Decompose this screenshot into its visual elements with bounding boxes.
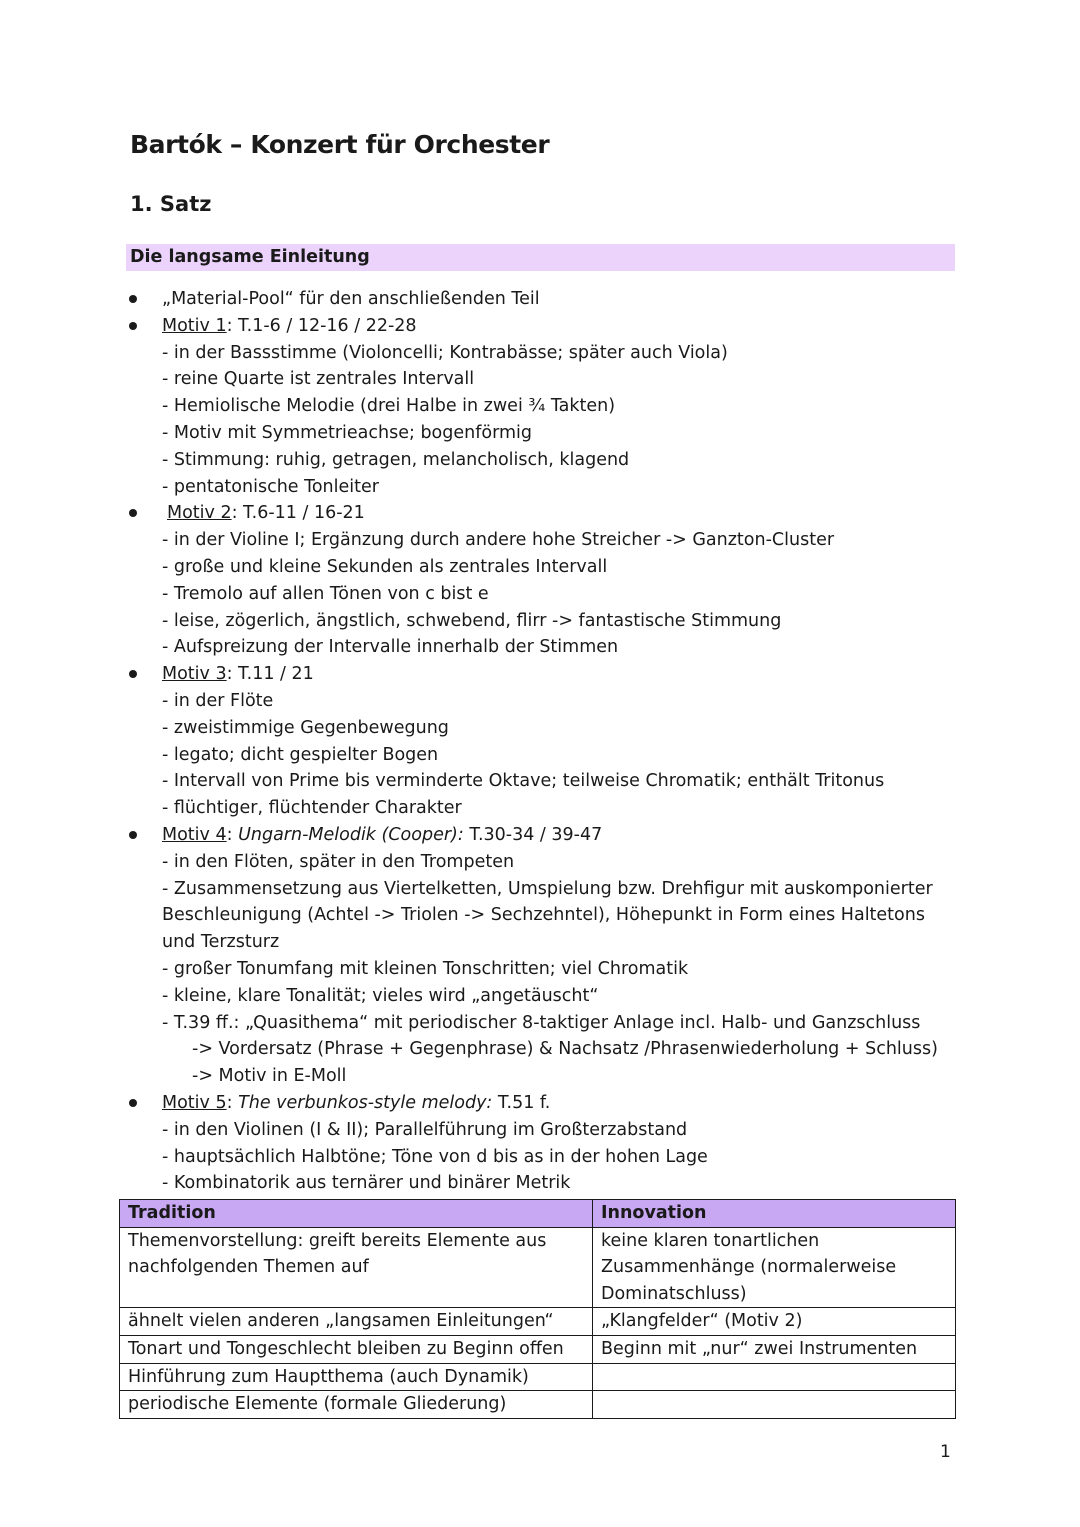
sub-item: - Kombinatorik aus ternärer und binärer Metrik — [162, 1173, 571, 1194]
motif-bars: : T.6-11 / 16-21 — [231, 503, 365, 524]
list-item — [0, 661, 1080, 688]
table-row — [120, 1335, 956, 1363]
table-row — [120, 1363, 956, 1391]
table-cell: „Klangfelder“ (Motiv 2) — [593, 1308, 956, 1336]
sub-item: - zweistimmige Gegenbewegung — [162, 717, 449, 738]
sub-item: - großer Tonumfang mit kleinen Tonschritten; viel Chromatik — [162, 958, 689, 979]
list-item — [0, 500, 1080, 527]
table-cell: Themenvorstellung: greift bereits Elemente aus nachfolgenden Themen auf — [120, 1227, 593, 1308]
list-item — [0, 286, 1080, 313]
bullet-icon — [129, 509, 137, 517]
sub-item: - leise, zögerlich, ängstlich, schwebend, flirr -> fantastische Stimmung — [162, 610, 782, 631]
sub-item: - hauptsächlich Halbtöne; Töne von d bis as in der hohen Lage — [162, 1146, 708, 1167]
sub-item: und Terzsturz — [162, 932, 280, 953]
notes-list — [0, 286, 1080, 1197]
table-cell: ähnelt vielen anderen „langsamen Einleitungen“ — [120, 1308, 593, 1336]
table-cell: Beginn mit „nur“ zwei Instrumenten — [593, 1335, 956, 1363]
sub-item: - in der Bassstimme (Violoncelli; Kontrabässe; später auch Viola) — [162, 342, 728, 363]
sub-item: - in den Violinen (I & II); Parallelführung im Großterzabstand — [162, 1119, 688, 1140]
table-cell: Tonart und Tongeschlecht bleiben zu Beginn offen — [120, 1335, 593, 1363]
sub-item: Beschleunigung (Achtel -> Triolen -> Sechzehntel), Höhepunkt in Form eines Haltetons — [162, 905, 925, 926]
list-item — [0, 1090, 1080, 1117]
table-header-innovation: Innovation — [593, 1200, 956, 1228]
table-cell — [593, 1391, 956, 1419]
sub-item: - in den Flöten, später in den Trompeten — [162, 851, 515, 872]
motif-bars: T.30-34 / 39-47 — [463, 824, 603, 845]
sub-item: - T.39 ff.: „Quasithema“ mit periodischer 8-taktiger Anlage incl. Halb- und Ganzschluss — [162, 1012, 921, 1033]
sub-item: - Motiv mit Symmetrieachse; bogenförmig — [162, 422, 533, 443]
list-item — [0, 822, 1080, 849]
motif-label: Motiv 3 — [162, 664, 227, 685]
sub-item: - legato; dicht gespielter Bogen — [162, 744, 439, 765]
bullet-icon — [129, 322, 137, 330]
sub-item: - kleine, klare Tonalität; vieles wird „angetäuscht“ — [162, 985, 599, 1006]
motif-colon: : — [226, 1092, 239, 1113]
page-number: 1 — [940, 1442, 951, 1462]
comparison-table — [119, 1199, 956, 1419]
sub-item: - in der Violine I; Ergänzung durch andere hohe Streicher -> Ganzton-Cluster — [162, 530, 835, 551]
table-cell: periodische Elemente (formale Gliederung) — [120, 1391, 593, 1419]
sub-item: - Stimmung: ruhig, getragen, melancholisch, klagend — [162, 449, 630, 470]
sub-item: - große und kleine Sekunden als zentrales Intervall — [162, 556, 608, 577]
section-heading: Die langsame Einleitung — [126, 244, 955, 271]
sub-sub-item: -> Motiv in E-Moll — [192, 1066, 347, 1087]
bullet-icon — [129, 831, 137, 839]
motif-label: Motiv 5 — [162, 1092, 227, 1113]
table-header-tradition: Tradition — [120, 1200, 593, 1228]
table-row — [120, 1308, 956, 1336]
table-row — [120, 1391, 956, 1419]
motif-label: Motiv 4 — [162, 824, 227, 845]
table-cell: Hinführung zum Hauptthema (auch Dynamik) — [120, 1363, 593, 1391]
sub-item: - pentatonische Tonleiter — [162, 476, 379, 497]
sub-item: - Intervall von Prime bis verminderte Oktave; teilweise Chromatik; enthält Tritonus — [162, 771, 885, 792]
motif-bars: : T.11 / 21 — [226, 664, 314, 685]
bullet-icon — [129, 295, 137, 303]
bullet-text: „Material-Pool“ für den anschließenden Teil — [162, 289, 540, 309]
table-header-row — [120, 1200, 956, 1228]
table-cell: keine klaren tonartlichen Zusammenhänge (normalerweise Dominatschluss) — [593, 1227, 956, 1308]
motif-source: Ungarn-Melodik (Cooper): — [238, 824, 464, 845]
motif-colon: : — [226, 824, 239, 845]
bullet-icon — [129, 1099, 137, 1107]
movement-heading: 1. Satz — [130, 192, 212, 216]
sub-item: - flüchtiger, flüchtender Charakter — [162, 798, 462, 819]
sub-sub-item: -> Vordersatz (Phrase + Gegenphrase) & Nachsatz /Phrasenwiederholung + Schluss) — [192, 1039, 938, 1060]
sub-item: - in der Flöte — [162, 690, 274, 711]
motif-label: Motiv 2 — [167, 503, 232, 524]
table-row — [120, 1227, 956, 1308]
bullet-icon — [129, 670, 137, 678]
sub-item: - Tremolo auf allen Tönen von c bist e — [162, 583, 489, 604]
motif-bars: : T.1-6 / 12-16 / 22-28 — [226, 315, 417, 336]
sub-item: - reine Quarte ist zentrales Intervall — [162, 369, 475, 390]
sub-item: - Aufspreizung der Intervalle innerhalb der Stimmen — [162, 637, 619, 658]
sub-item: - Zusammensetzung aus Viertelketten, Umspielung bzw. Drehfigur mit auskomponierter — [162, 878, 933, 899]
motif-bars: T.51 f. — [492, 1092, 551, 1113]
table-cell — [593, 1363, 956, 1391]
list-item — [0, 313, 1080, 340]
motif-label: Motiv 1 — [162, 315, 227, 336]
document-title: Bartók – Konzert für Orchester — [130, 130, 550, 159]
sub-item: - Hemiolische Melodie (drei Halbe in zwei ¾ Takten) — [162, 396, 616, 417]
motif-source: The verbunkos-style melody: — [238, 1092, 493, 1113]
